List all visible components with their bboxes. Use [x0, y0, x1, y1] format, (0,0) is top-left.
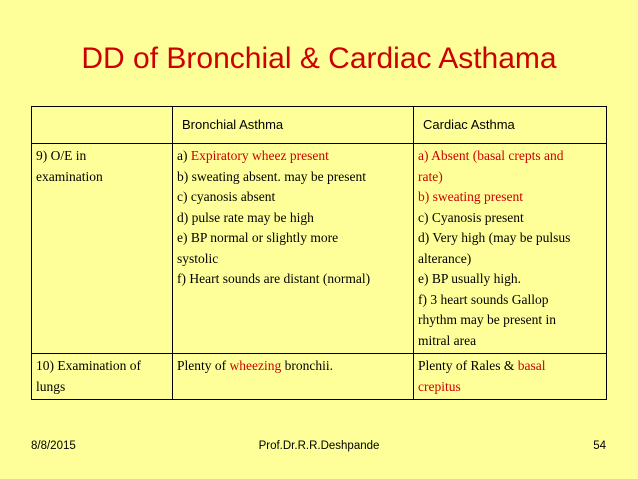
- finding-line: d) pulse rate may be high: [177, 209, 314, 225]
- finding-line: a) Absent (basal crepts and: [418, 148, 564, 163]
- cell-cardiac-lungs: [414, 354, 607, 400]
- finding-line: alterance): [418, 250, 472, 266]
- finding-highlight: basal: [517, 358, 546, 373]
- finding-line: [418, 356, 602, 377]
- finding-highlight: crepitus: [418, 378, 461, 394]
- header-cardiac-asthma: Cardiac Asthma: [414, 107, 607, 144]
- finding-line: rate): [418, 168, 443, 184]
- table-row: [32, 144, 607, 354]
- finding-line: b) sweating present: [418, 189, 523, 204]
- table-row: [32, 354, 607, 400]
- finding-line: e) BP normal or slightly more: [177, 230, 339, 245]
- finding-line: f) Heart sounds are distant (normal): [177, 271, 371, 286]
- finding-prefix: a): [177, 148, 191, 163]
- cell-bronchial-findings: [173, 144, 414, 354]
- header-empty-cell: [32, 107, 173, 144]
- comparison-table: [31, 106, 607, 400]
- finding-line: systolic: [177, 250, 219, 266]
- finding-line: c) Cyanosis present: [418, 209, 524, 225]
- finding-line: b) sweating absent. may be present: [177, 168, 366, 184]
- footer-date: 8/8/2015: [31, 440, 76, 452]
- table-header-row: [32, 107, 607, 144]
- finding-highlight: Expiratory wheez present: [190, 148, 329, 163]
- slide-title: DD of Bronchial & Cardiac Asthama: [81, 42, 557, 75]
- row-label-line: lungs: [36, 378, 66, 394]
- footer-page-number: 54: [593, 440, 606, 452]
- row-label-oe-examination: [32, 144, 173, 354]
- row-label-examination-lungs: [32, 354, 173, 400]
- finding-line: d) Very high (may be pulsus: [418, 230, 571, 245]
- finding-text: bronchii.: [281, 358, 333, 373]
- row-label-line: 10) Examination of: [36, 358, 141, 373]
- finding-line: rhythm may be present in: [418, 312, 556, 327]
- finding-line: f) 3 heart sounds Gallop: [418, 291, 549, 307]
- row-label-line: examination: [36, 168, 103, 184]
- finding-line: mitral area: [418, 332, 477, 348]
- finding-text: Plenty of Rales &: [418, 358, 518, 373]
- header-bronchial-asthma: Bronchial Asthma: [173, 107, 414, 144]
- footer-author: Prof.Dr.R.R.Deshpande: [258, 440, 380, 452]
- finding-line: c) cyanosis absent: [177, 189, 276, 204]
- finding-line: e) BP usually high.: [418, 271, 521, 286]
- finding-text: Plenty of: [177, 358, 230, 373]
- finding-highlight: wheezing: [229, 358, 282, 373]
- cell-cardiac-findings: [414, 144, 607, 354]
- finding-line: [177, 146, 409, 167]
- row-label-line: 9) O/E in: [36, 148, 87, 163]
- cell-bronchial-lungs: [173, 354, 414, 400]
